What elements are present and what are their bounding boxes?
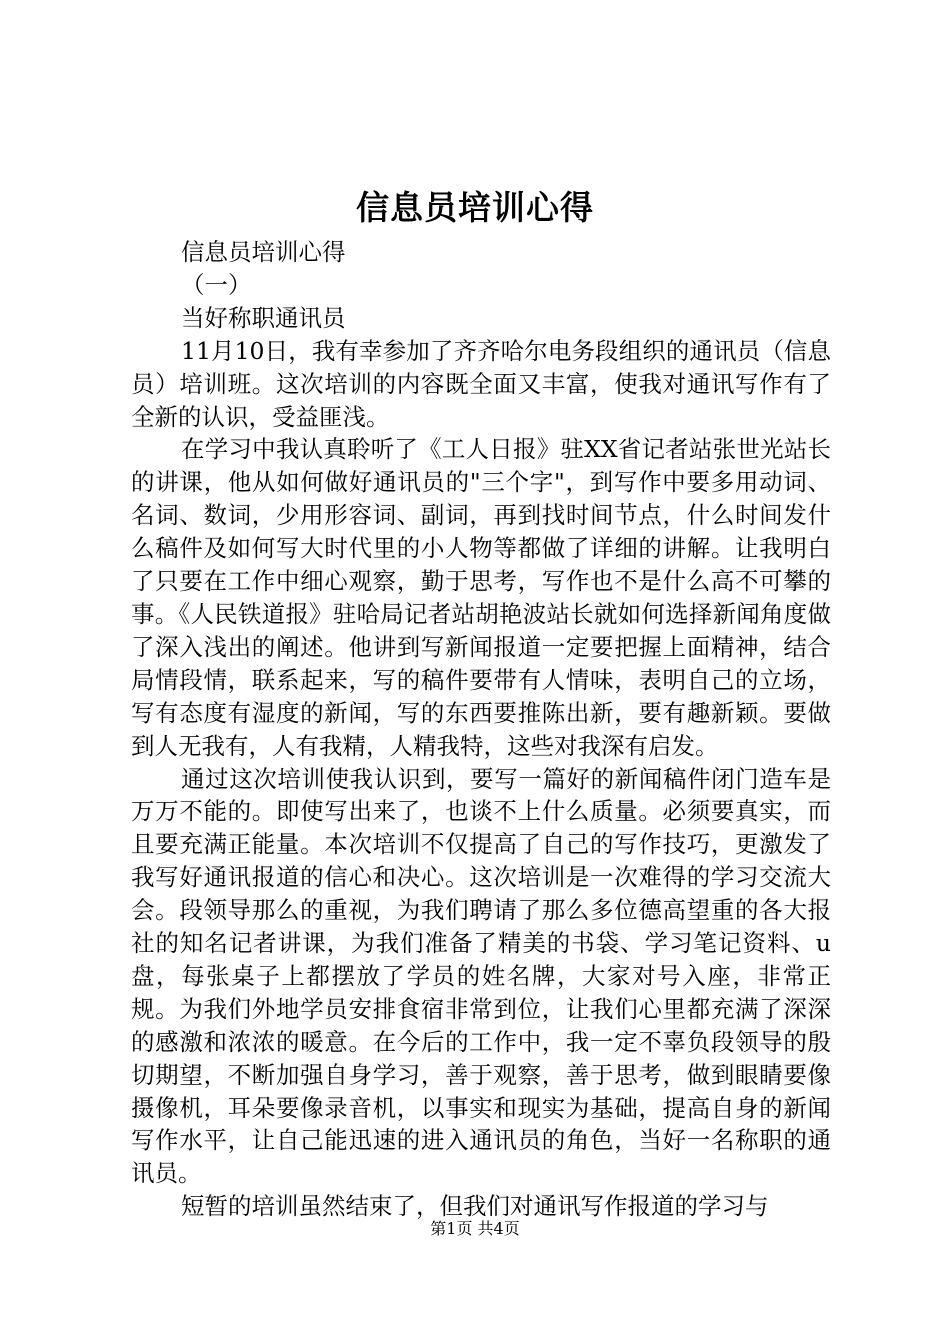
- page-footer: 第1页 共4页: [430, 1219, 520, 1238]
- document-title: 信息员培训心得: [356, 188, 594, 227]
- paragraph-4: 短暂的培训虽然结束了，但我们对通讯写作报道的学习与: [181, 1192, 769, 1221]
- document-body: [131, 236, 831, 1223]
- paragraph-1: 11月10日，我有幸参加了齐齐哈尔电务段组织的通讯员（信息员）培训班。这次培训的内容既全面又丰富，使我对通讯写作有了全新的认识，受益匪浅。: [131, 336, 831, 431]
- paragraph-subtitle: 当好称职通讯员: [181, 303, 346, 332]
- paragraph-section-number: （一）: [181, 270, 252, 299]
- paragraph-heading: 信息员培训心得: [181, 238, 346, 266]
- paragraph-3: 通过这次培训使我认识到，要写一篇好的新闻稿件闭门造车是万万不能的。即使写出来了，也谈不上什么质量。必须要真实，而且要充满正能量。本次培训不仅提高了自己的写作技巧，更激发了我写好通讯报道的信心和决心。这次培训是一次难得的学习交流大会。段领导那么的重视，为我们聘请了那么多位德高望重的各大报社的知名记者讲课，为我们准备了精美的书袋、学习笔记资料、u盘，每张桌子上都摆放了学员的姓名牌，大家对号入座，非常正规。为我们外地学员安排食宿非常到位，让我们心里都充满了深深的感激和浓浓的暖意。在今后的工作中，我一定不辜负段领导的殷切期望，不断加强自身学习，善于观察，善于思考，做到眼睛要像摄像机，耳朵要像录音机，以事实和现实为基础，提高自身的新闻写作水平，让自己能迅速的进入通讯员的角色，当好一名称职的通讯员。: [131, 764, 831, 1188]
- paragraph-2: 在学习中我认真聆听了《工人日报》驻XX省记者站张世光站长的讲课，他从如何做好通讯员的"三个字"，到写作中要多用动词、名词、数词，少用形容词、副词，再到找时间节点，什么时间发什么稿件及如何写大时代里的小人物等都做了详细的讲解。让我明白了只要在工作中细心观察，勤于思考，写作也不是什么高不可攀的事。《人民铁道报》驻哈局记者站胡艳波站长就如何选择新闻角度做了深入浅出的阐述。他讲到写新闻报道一定要把握上面精神，结合局情段情，联系起来，写的稿件要带有人情味，表明自己的立场，写有态度有湿度的新闻，写的东西要推陈出新，要有趣新颖。要做到人无我有，人有我精，人精我特，这些对我深有启发。: [131, 435, 831, 760]
